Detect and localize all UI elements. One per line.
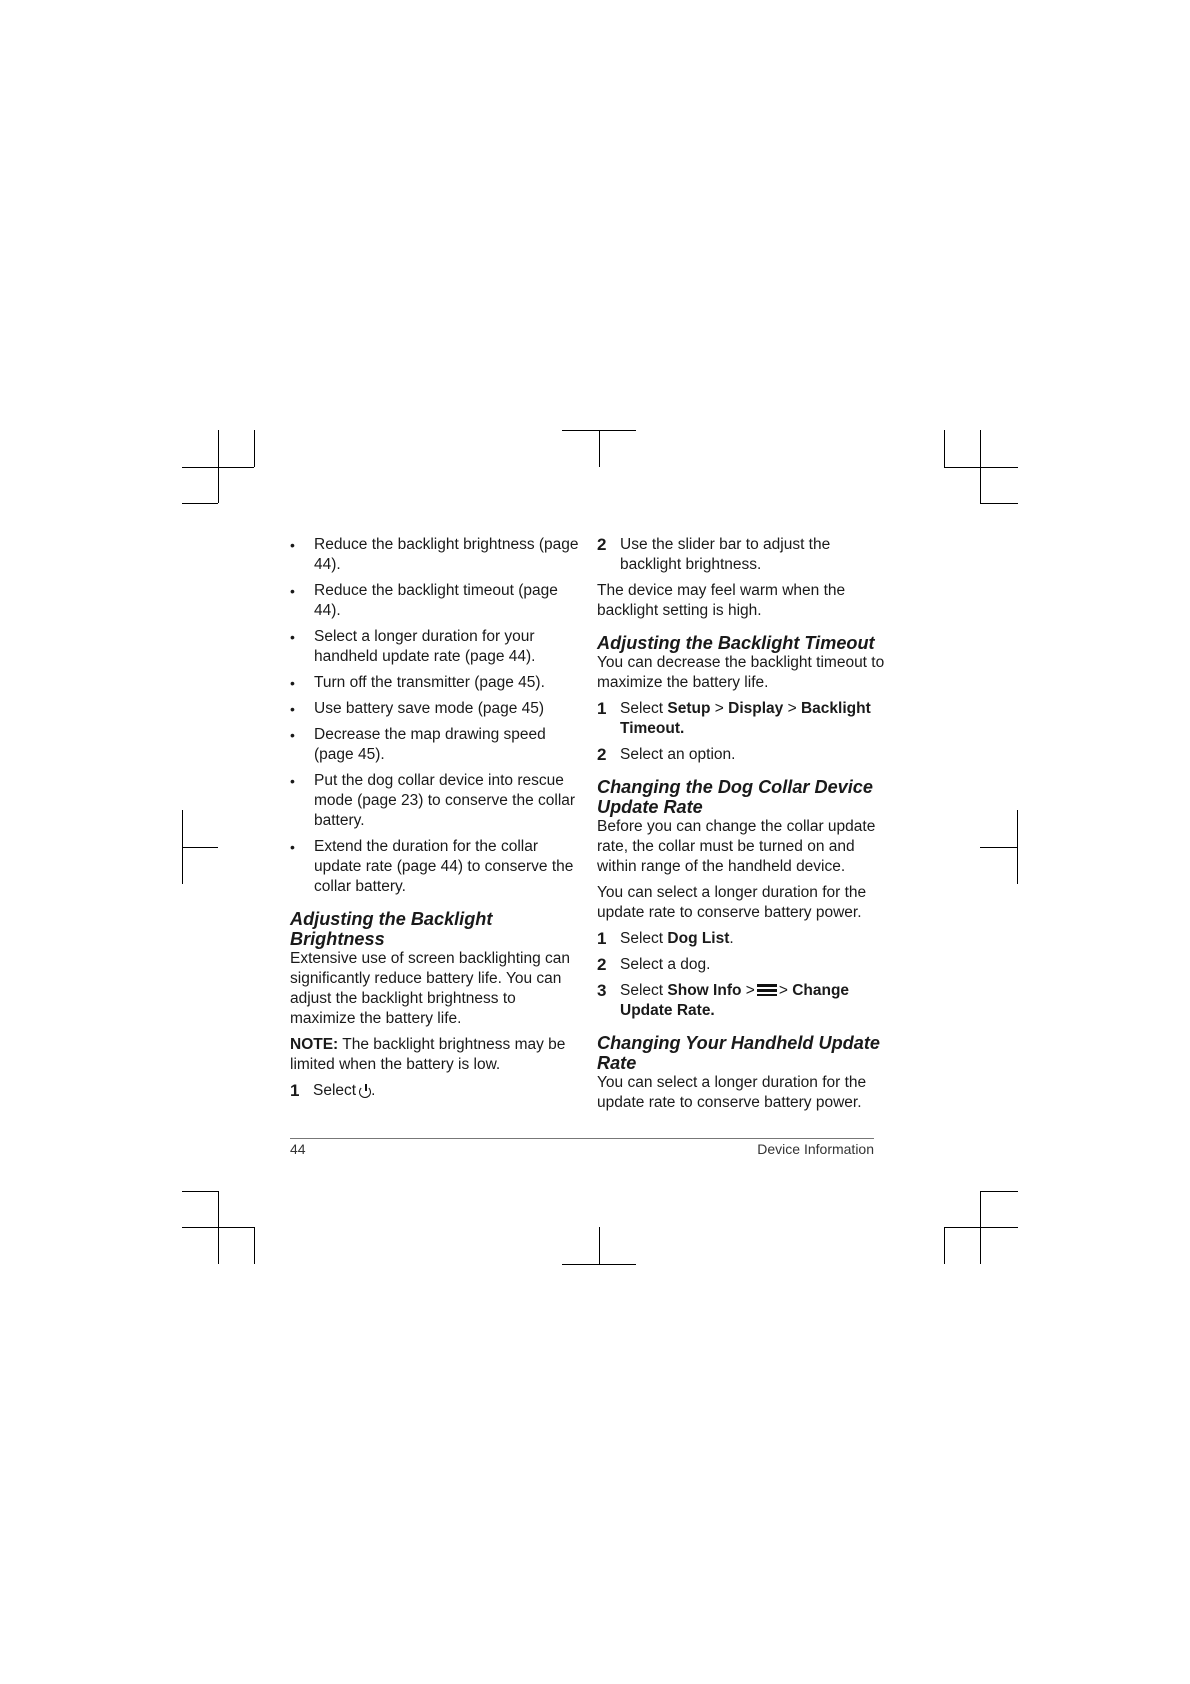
info-paragraph: The device may feel warm when the backlight setting is high. — [597, 582, 846, 619]
crop-mark — [182, 467, 254, 468]
menu-display: Display — [728, 700, 784, 717]
menu-change-update-rate: Change Update Rate. — [620, 982, 850, 1019]
steps-list — [597, 699, 887, 765]
menu-separator: > — [787, 700, 797, 717]
steps-list — [290, 1081, 580, 1101]
crop-mark — [562, 1264, 636, 1265]
footer-section-title: Device Information — [757, 1141, 874, 1157]
step-number: 2 — [597, 535, 607, 554]
step-text: Select — [620, 930, 664, 947]
step-number: 1 — [597, 699, 607, 718]
section-heading: Adjusting the Backlight Brightness — [290, 909, 493, 949]
step-number: 1 — [597, 929, 607, 948]
list-item: • Reduce the backlight brightness (page 44). — [290, 535, 580, 575]
section-body: Extensive use of screen backlighting can significantly reduce battery life. You can adjust the backlight brightness to maximize the battery life. — [290, 950, 571, 1027]
step-punctuation: . — [729, 930, 734, 947]
step-number: 1 — [290, 1081, 300, 1100]
section-heading: Adjusting the Backlight Timeout — [597, 633, 875, 653]
menu-show-info: Show Info — [667, 982, 742, 999]
crop-mark — [980, 847, 1017, 848]
crop-mark — [944, 467, 1018, 468]
section-body: You can decrease the backlight timeout to maximize the battery life. — [597, 654, 885, 691]
step-text: Select a dog. — [620, 956, 711, 973]
crop-mark — [254, 430, 255, 467]
step-text: Select — [620, 700, 664, 717]
crop-mark — [980, 1191, 1018, 1192]
battery-tips-list — [290, 535, 580, 897]
step-item — [597, 981, 887, 1021]
step-punctuation: . — [371, 1082, 376, 1099]
step-item — [597, 699, 887, 739]
crop-mark — [1017, 810, 1018, 884]
list-item: • Put the dog collar device into rescue mode (page 23) to conserve the collar battery. — [290, 771, 580, 831]
page-number: 44 — [290, 1141, 306, 1157]
step-number: 2 — [597, 955, 607, 974]
crop-mark — [980, 503, 1018, 504]
crop-mark — [944, 1227, 945, 1264]
step-text: Use the slider bar to adjust the backlight brightness. — [620, 536, 831, 573]
step-number: 2 — [597, 745, 607, 764]
step-item — [597, 535, 887, 575]
step-text: Select — [620, 982, 664, 999]
steps-list — [597, 535, 887, 575]
crop-mark — [182, 503, 218, 504]
note-paragraph — [290, 1035, 580, 1075]
right-column — [597, 535, 887, 1119]
step-text: Select — [313, 1082, 357, 1099]
crop-mark — [944, 1227, 1018, 1228]
menu-icon — [757, 984, 777, 996]
step-item — [597, 745, 887, 765]
menu-separator: > — [778, 982, 788, 999]
crop-mark — [182, 1191, 218, 1192]
step-item — [597, 955, 887, 975]
step-text: Select an option. — [620, 746, 736, 763]
section-body: You can select a longer duration for the update rate to conserve battery power. — [597, 884, 867, 921]
menu-separator: > — [714, 700, 724, 717]
crop-mark — [944, 430, 945, 467]
list-item: • Decrease the map drawing speed (page 45). — [290, 725, 580, 765]
menu-setup: Setup — [667, 700, 711, 717]
crop-mark — [599, 1227, 600, 1264]
note-label: NOTE: — [290, 1036, 339, 1053]
step-number: 3 — [597, 981, 607, 1000]
section-heading: Changing the Dog Collar Device Update Rate — [597, 777, 873, 817]
crop-mark — [980, 430, 981, 503]
list-item: • Use battery save mode (page 45) — [290, 699, 580, 719]
list-item: • Select a longer duration for your handheld update rate (page 44). — [290, 627, 580, 667]
steps-list — [597, 929, 887, 1021]
menu-separator: > — [745, 982, 755, 999]
menu-backlight-timeout: Backlight Timeout. — [620, 700, 871, 737]
list-item: • Turn off the transmitter (page 45). — [290, 673, 580, 693]
crop-mark — [182, 847, 218, 848]
list-item: • Extend the duration for the collar update rate (page 44) to conserve the collar battery. — [290, 837, 580, 897]
list-item: • Reduce the backlight timeout (page 44). — [290, 581, 580, 621]
section-body: You can select a longer duration for the update rate to conserve battery power. — [597, 1074, 867, 1111]
menu-dog-list: Dog List — [667, 930, 730, 947]
step-item — [597, 929, 887, 949]
note-text: The backlight brightness may be limited when the battery is low. — [290, 1036, 566, 1073]
crop-mark — [254, 1227, 255, 1264]
power-icon — [359, 1084, 371, 1097]
left-column — [290, 535, 580, 1107]
footer-divider — [290, 1138, 874, 1139]
step-item — [290, 1081, 580, 1101]
section-body: Before you can change the collar update rate, the collar must be turned on and within range of the handheld device. — [597, 818, 876, 875]
crop-mark — [182, 1227, 254, 1228]
section-heading: Changing Your Handheld Update Rate — [597, 1033, 880, 1073]
crop-mark — [599, 430, 600, 467]
